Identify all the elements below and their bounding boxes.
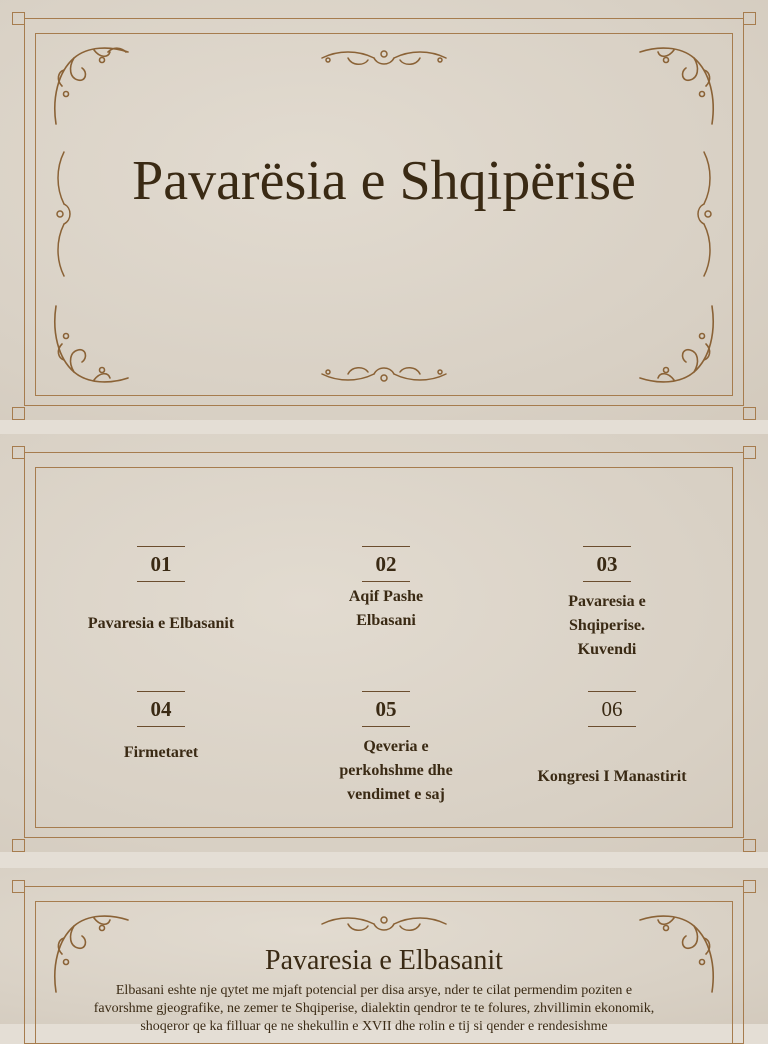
item-label: Pavaresia e Shqiperise. Kuvendi: [568, 593, 646, 658]
corner-square: [743, 880, 756, 893]
agenda-item-06: [522, 691, 702, 789]
corner-square: [12, 880, 25, 893]
item-number: 05: [362, 691, 410, 727]
corner-square: [743, 407, 756, 420]
flourish-bottom-right-icon: [634, 302, 720, 388]
content-slide: [0, 868, 768, 1034]
scroll-ornament-bottom-icon: [318, 360, 450, 386]
flourish-bottom-left-icon: [48, 302, 134, 388]
item-number: 03: [583, 546, 631, 582]
agenda-slide: [0, 434, 768, 852]
item-label: Qeveria e perkohshme dhe vendimet e saj: [339, 738, 453, 803]
item-label: Aqif Pashe Elbasani: [348, 588, 424, 629]
agenda-item-05: [318, 691, 474, 807]
item-number: 04: [137, 691, 185, 727]
corner-square: [12, 407, 25, 420]
corner-square: [743, 446, 756, 459]
item-label: Kongresi I Manastirit: [537, 768, 687, 785]
section-paragraph: Elbasani eshte nje qytet me mjaft potencial per disa arsye, nder te cilat permendim poziten e favorshme gjeografike, ne zemer te Shqiperise, dialektin qendror te te folures, zhvillimin ekonomik, shoqeror qe ka filluar qe ne shekullin e XVII dhe rolin e tij si qender e rendesishme: [93, 983, 655, 1034]
agenda-item-02: [318, 546, 454, 633]
section-heading: Pavaresia e Elbasanit: [265, 945, 503, 976]
corner-square: [12, 446, 25, 459]
item-label: Pavaresia e Elbasanit: [87, 615, 235, 632]
agenda-item-03: [548, 546, 666, 662]
item-number: 02: [362, 546, 410, 582]
item-label: Firmetaret: [123, 744, 199, 761]
flourish-top-left-icon: [48, 42, 134, 128]
agenda-item-04: [76, 691, 246, 765]
scroll-ornament-top-icon: [318, 912, 450, 938]
title-slide: [0, 0, 768, 420]
scroll-ornament-top-icon: [318, 46, 450, 72]
corner-square: [743, 839, 756, 852]
corner-square: [12, 12, 25, 25]
presentation-title: Pavarësia e Shqipërisë: [132, 150, 636, 212]
item-number: 01: [137, 546, 185, 582]
corner-square: [12, 839, 25, 852]
corner-square: [743, 12, 756, 25]
flourish-top-right-icon: [634, 42, 720, 128]
item-number: 06: [588, 691, 636, 727]
agenda-item-01: [76, 546, 246, 636]
